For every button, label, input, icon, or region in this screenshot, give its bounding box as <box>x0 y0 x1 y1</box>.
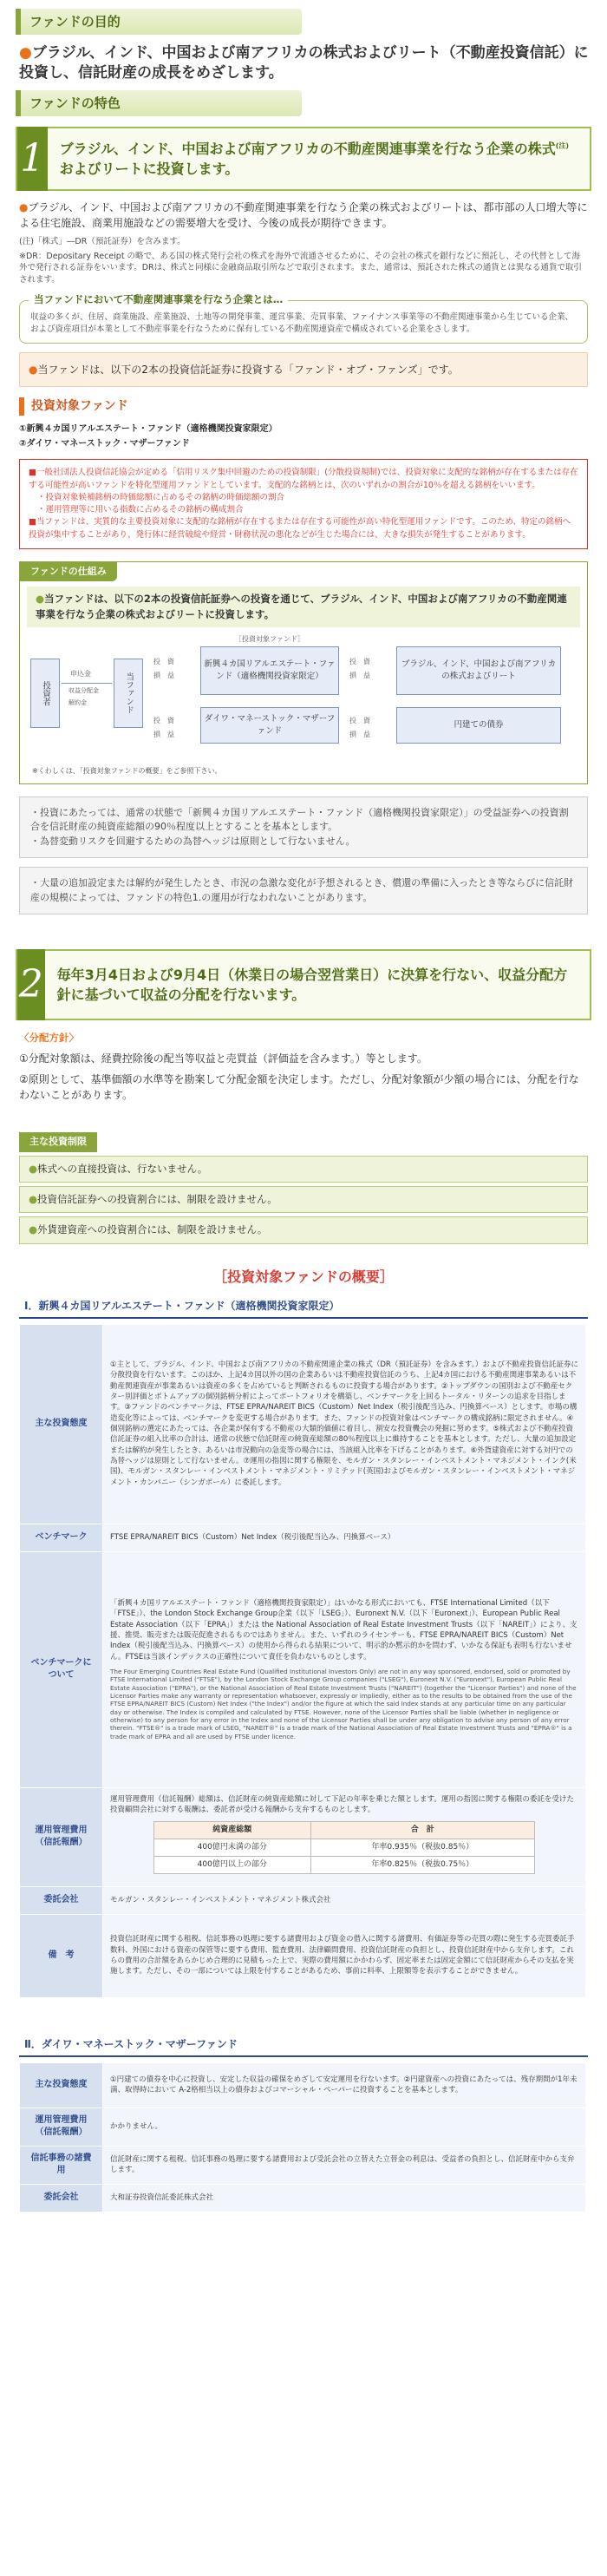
note-line: ・投資にあたっては、通常の状態で「新興４カ国リアルエステート・ファンド（適格機関投資家限定）」の受益証券への投資割合を信託財産の純資産総額の90％程度以上とすることを基本とします。 <box>30 806 569 833</box>
apply-label: 申込金 <box>70 669 91 678</box>
arrow <box>62 683 112 684</box>
dist-policy-head: 〈分配方針〉 <box>19 1032 79 1045</box>
limits-tab: 主な投資制限 <box>19 1132 97 1152</box>
feature-1-number: 1 <box>17 127 48 191</box>
risk-line: ・投資対象候補銘柄の時価総額に占めるその銘柄の時価総額の割合 <box>37 492 285 502</box>
overview-title: ［投資対象ファンドの概要］ <box>213 1268 394 1285</box>
table-row: ベンチマークについて 「新興４カ国リアルエステート・ファンド（適格機関投資家限定）」はいかなる形式においても、FTSE International Limited（以下「FTSE」）、the London Stock Exchange Group企業（以下「LSEG」）、Euronext N.V.（以下「Euronext」）、European Public Real Estate Association（以下「EPRA」）または the National Association of Real Estate Investment Trusts（以下「NAREIT」）により、支援、推奨、販売または販売促進されるものではありません。また、いずれのライセンサーも、FTSE EPRA/NAREIT BICS（Custom）Net Index（税引後配当込み、円換算ベース）の使用から得られる結果について、明示的か黙示的かを問わず、いかなる保証も表明も行ないません。FTSEは当該インデックスの正確性について責任を負わないものとします。 The Four Emerging Countries Real Estate Fund (Qualified Institutional Investors Only) are not in any way sponsored, endorsed, sold or promoted by FTSE International Limited ("FTSE"), by the London Stock Exchange Group companies ("LSEG"), Euronext N.V. ("Euronext"), European Public Real Estate Association ("EPRA"), or the National Association of Real Estate Investment Trusts ("NAREIT") (together the "Licensor Parties") and none of the Licensor Parties make any warranty or representation whatsoever, expressly or impliedly, either as to the results to be obtained from the use of the FTSE EPRA/NAREIT BICS (Custom) Net Index ("the Index") and/or the figure at which the said Index stands at any particular time on any particular day or otherwise. The Index is compiled and calculated by FTSE. However, none of the Licensor Parties shall be liable (whether in negligence or otherwise) to any person for any error in the Index and none of the Licensor Parties shall be under any obligation to advise any person of any error therein. "FTSE®" is a trade mark of LSEG, "NAREIT®" is a trade mark of the National Association of Real Estate Investment Trusts and "EPRA®" is a trade mark of EPRA and all are used by FTSE under licence. <box>20 1551 586 1787</box>
limit-item: ●外貨建資産への投資割合には、制限を設けません。 <box>19 1216 588 1243</box>
invest-label-3: 投 資 <box>349 657 370 665</box>
note-dr: (注)「株式」―DR（預託証券）を含みます。 <box>19 236 186 246</box>
fund1-heading: Ⅰ．新興４カ国リアルエステート・ファンド（適格機関投資家限定） <box>19 1295 588 1319</box>
scheme-note: ※くわしくは、「投資対象ファンドの概要」をご参照下さい。 <box>32 766 222 775</box>
scheme-diagram <box>27 633 580 763</box>
operation-notes: ・大量の追加設定または解約が発生したとき、市況の急激な変化が予想されるとき、償還の準備に入ったとき等ならびに信託財産の規模によっては、ファンドの特色1.の運用が行なわれないことがあります。 <box>19 867 588 914</box>
risk-line: ■一般社団法人投資信託協会が定める「信用リスク集中回避のための投資制限」(分散投資規制)では、投資対象に支配的な銘柄が存在するまたは存在する可能性が高いファンドを特化型運用ファンドとしています。支配的な銘柄とは、次のいずれかの割合が10％を超える銘柄をいいます。 <box>29 468 578 490</box>
fof-box: ●当ファンドは、以下の2本の投資信託証券に投資する「ファンド・オブ・ファンズ」です。 <box>19 352 588 387</box>
table-row: 信託事務の諸費用 信託財産に関する租税、信託事務の処理に要する諸費用および受託会社の立替えた立替金の利息は、受益者の負担とし、信託財産中から支弁します。 <box>20 2146 586 2184</box>
bullet-icon: ● <box>19 200 29 213</box>
return-label-1: 損 益 <box>153 671 174 679</box>
asset2-box: 円建ての債券 <box>396 707 561 744</box>
purpose-heading: ファンドの目的 <box>16 9 302 35</box>
dist-label: 収益分配金 <box>69 686 99 694</box>
feature-2-number: 2 <box>17 949 45 1020</box>
limit-item: ●株式への直接投資は、行ないません。 <box>19 1156 588 1183</box>
table-row: 備 考 投資信託財産に関する租税、信託事務の処理に要する諸費用および資金の借入に関する諸費用、有価証券等の売買の際に発生する売買委託手数料、外国における資産の保管等に要する費用、監査費用、法律顧問費用、投資信託財産の負担とし、投資信託財産中から支弁します。これらの費用の合計額をあらかじめ合理的に見積もった上で、実際の費用額にかかわらず、固定率または固定金額にて信託財産からその支払を実施します。ただし、その一部については上限を付することがあるため、事前に料率、上限額等を表示することができません。 <box>20 1914 586 1997</box>
companies-box <box>19 292 588 344</box>
return-label-3: 損 益 <box>349 671 370 679</box>
note-line: ・為替変動リスクを回避するための為替ヘッジは原則として行ないません。 <box>30 835 356 847</box>
invest-label-2: 投 資 <box>153 716 174 724</box>
fund2-heading: Ⅱ．ダイワ・マネーストック・マザーファンド <box>19 2033 588 2057</box>
investment-notes <box>19 796 588 859</box>
risk-box <box>19 459 588 549</box>
table-row: 運用管理費用（信託報酬） かかりません。 <box>20 2107 586 2146</box>
dist-policy-item: ②原則として、基準価額の水準等を勘案して分配金額を決定します。ただし、分配対象額が少額の場合には、分配を行なわないことがあります。 <box>19 1073 579 1102</box>
note-dr-detail: ※DR：Depositary Receipt の略で、ある国の株式発行会社の株式を海外で流通させるために、その会社の株式を銀行などに預託し、その代替として海外で発行される証券をいいます。DRは、株式と同様に金融商品取引所などで取引されます。また、通常は、預託された株式の通貨とは異なる通貨で取引されます。 <box>19 251 582 285</box>
bullet-icon: ● <box>19 44 32 62</box>
bullet-icon: ● <box>29 1223 38 1236</box>
fund1-table <box>19 1324 586 1998</box>
bullet-icon: ● <box>29 1193 38 1206</box>
dist-policy-item: ①分配対象額は、経費控除後の配当等収益と売買益（評価益を含みます。）等とします。 <box>19 1052 428 1065</box>
limits-list <box>19 1132 588 1243</box>
fund1-box: 新興４カ国リアルエステート・ファンド（適格機関投資家限定） <box>200 646 339 695</box>
fund2-table <box>19 2062 586 2212</box>
companies-text: 収益の多くが、住居、商業施設、産業施設、土地等の開発事業、運営事業、売買事業、ファイナンス事業等の不動産関連事業から生じている企業、および資産項目が本業として不動産事業を行なうために保有している不動産関連資産で構成されている企業をさします。 <box>30 311 574 335</box>
risk-line: ■当ファンドは、実質的な主要投資対象に支配的な銘柄が存在するまたは存在する可能性が高い特化型運用ファンドです。このため、特定の銘柄へ投資が集中することがあり、発行体に経営破綻や経営・財務状況の悪化などが生じた場合には、大きな損失が発生することがあります。 <box>29 517 571 540</box>
table-row: 主な投資態度 ①円建ての債券を中心に投資し、安定した収益の確保をめざして安定運用を行ないます。②円建資産への投資にあたっては、残存期間が1年未満、取得時において A-2格相当以上の債券およびコマーシャル・ペーパーに投資することを基本とします。 <box>20 2062 586 2107</box>
risk-line: ・運用管理等に用いる指数に占めるその銘柄の構成割合 <box>37 505 244 515</box>
purpose-text: ●ブラジル、インド、中国および南アフリカの株式およびリート（不動産投資信託）に投資し、信託財産の成長をめざします。 <box>19 44 589 82</box>
return-label-2: 損 益 <box>153 730 174 738</box>
features-heading: ファンドの特色 <box>16 90 302 116</box>
feature-1-box <box>16 127 591 191</box>
scheme-frame <box>19 561 588 784</box>
this-fund-box: 当ファンド <box>114 659 143 728</box>
fund-group-label: ［投資対象ファンド］ <box>235 634 304 643</box>
feature-2-box <box>16 949 591 1020</box>
bullet-icon: ● <box>29 364 38 377</box>
companies-tab: 当ファンドにおいて不動産関連事業を行なう企業とは… <box>29 292 288 307</box>
table-row: 委託会社 モルガン・スタンレー・インベストメント・マネジメント株式会社 <box>20 1886 586 1914</box>
fee-table: 純資産総額 合 計 400億円未満の部分 年率0.935％（税抜0.85％） 400億円以上の部分 年率0.825％（税抜0.75％） <box>153 1821 535 1874</box>
redeem-label: 解約金 <box>69 698 87 706</box>
asset1-box: ブラジル、インド、中国および南アフリカの株式およびリート <box>396 646 561 695</box>
return-label-4: 損 益 <box>349 730 370 738</box>
feature-1-body: ●ブラジル、インド、中国および南アフリカの不動産関連事業を行なう企業の株式およびリートは、都市部の人口増大等による住宅施設、商業用施設などの需要増大を受け、今後の成長が期待できます。 <box>19 200 588 229</box>
invest-label-4: 投 資 <box>349 716 370 724</box>
limit-item: ●投資信託証券への投資割合には、制限を設けません。 <box>19 1186 588 1213</box>
investor-box: 投資者 <box>30 659 60 728</box>
scheme-tab: ファンドの仕組み <box>20 562 117 582</box>
target-heading: 投資対象ファンド <box>19 397 588 416</box>
table-row: 運用管理費用（信託報酬） 運用管理費用（信託報酬）総額は、信託財産の純資産総額に対して下記の年率を乗じた額とします。運用の指図に関する権限の委託を受けた投資顧問会社に対する報酬は、委託者が受ける報酬から支弁するものとします。 純資産総額 合 計 400億円未満の部分 年率0.935％（税抜0.85％） 400億円以上の部分 年率0.825％（税抜0.75％） <box>20 1787 586 1886</box>
table-row: 主な投資態度 ①主として、ブラジル、インド、中国および南アフリカの不動産関連企業の株式（DR（預託証券）を含みます。）および不動産投資信託証券に分散投資を行ないます。このほか、上記4カ国以外の国の企業あるいは不動産投資信託のうち、上記4カ国における不動産関連事業あるいは不動産関連資産が事業あるいは資産の多くを占めていると判断されるものに投資する場合があります。②トップダウンの国別および不動産セクター別評価とボトムアップの個別銘柄分析によってポートフォリオを構築し、ベンチマークを上回るトータル・リターンの追求を目指します。③ファンドのベンチマークは、FTSE EPRA/NAREIT BICS（Custom）Net Index（税引後配当込み、円換算ベース）とします。市場の構造変化等によっては、ベンチマークを変更する場合があります。また、ファンドの投資対象はベンチマークの構成銘柄に限定されません。④個別銘柄の選定にあたっては、各企業が保有する不動産の大類的価値に着目し、割安な投資機会の発掘に努めます。⑤株式および不動産投資信託証券の組入比率の合計は、通常の状態で信託財産の純資産総額の80％程度以上に維持することを基本とします。ただし、大量の追加設定または解約が発生したとき、あるいは市況動向の急変等の場合には、当該組入比率を下げることがあります。⑥外貨建資産に対する対円での為替ヘッジは原則として行ないません。⑦運用の指図に関する権限を、モルガン・スタンレー・インベストメント・マネジメント・インク(米国)、モルガン・スタンレー・インベストメント・マネジメント・リミテッド(英国)およびモルガン・スタンレー・インベストメント・マネジメント・カンパニー（シンガポール）に委託します。 <box>20 1324 586 1524</box>
bullet-icon: ● <box>29 1162 38 1175</box>
benchmark-disclaimer: The Four Emerging Countries Real Estate Fund (Qualified Institutional Investors Only) are not in any way sponsored, endorsed, sold or promoted by FTSE International Limited ("FTSE"), by the London Stock Exchange Group companies ("LSEG"), Euronext N.V. ("Euronext"), European Public Real Estate Association ("EPRA"), or the National Association of Real Estate Investment Trusts ("NAREIT") (together the "Licensor Parties") and none of the Licensor Parties make any warranty or representation whatsoever, expressly or impliedly, either as to the results to be obtained from the use of the FTSE EPRA/NAREIT BICS (Custom) Net Index ("the Index") and/or the figure at which the said Index stands at any particular time on any particular day or otherwise. The Index is compiled and calculated by FTSE. However, none of the Licensor Parties shall be liable (whether in negligence or otherwise) to any person for any error in the Index and none of the Licensor Parties shall be under any obligation to advise any person of any error therein. "FTSE®" is a trade mark of LSEG, "NAREIT®" is a trade mark of the National Association of Real Estate Investment Trusts and "EPRA®" is a trade mark of EPRA and all are used by FTSE under licence. <box>110 1667 577 1740</box>
table-row: ベンチマーク FTSE EPRA/NAREIT BICS（Custom）Net Index（税引後配当込み、円換算ベース） <box>20 1524 586 1551</box>
target-item-1: ①新興４カ国リアルエステート・ファンド（適格機関投資家限定） <box>19 424 277 435</box>
target-item-2: ②ダイワ・マネーストック・マザーファンド <box>19 439 190 449</box>
feature-2-title: 毎年3月4日および9月4日（休業日の場合翌営業日）に決算を行ない、収益分配方針に基づいて収益の分配を行ないます。 <box>56 966 568 1004</box>
feature-1-title: ブラジル、インド、中国および南アフリカの不動産関連事業を行なう企業の株式$^{(注)}$およびリートに投資します。 <box>59 140 570 177</box>
bullet-icon: ● <box>36 593 45 606</box>
fund2-box: ダイワ・マネーストック・マザーファンド <box>200 707 339 744</box>
table-row: 委託会社 大和証券投資信託委託株式会社 <box>20 2184 586 2212</box>
invest-label-1: 投 資 <box>153 657 174 665</box>
scheme-lead: ●当ファンドは、以下の2本の投資信託証券への投資を通じて、ブラジル、インド、中国および南アフリカの不動産関連事業を行なう企業の株式およびリートに投資します。 <box>27 587 580 627</box>
